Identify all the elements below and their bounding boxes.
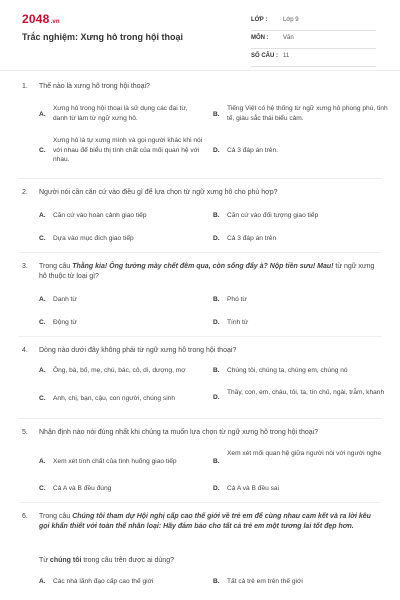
question-divider [18,252,382,253]
question-number: 4. [22,347,28,354]
question-divider [18,178,382,179]
option-text: Chúng tôi, chúng ta, chúng em, chúng nó [227,367,348,374]
option-text: Anh, chị, bạn, cậu, con người, chúng sinh [53,395,176,402]
question-text-pre: Trong câu [39,263,73,270]
option-letter: D. [213,147,220,154]
option-text: Căn cứ vào đối tượng giao tiếp [227,212,319,219]
question-text [22,512,382,532]
question-body [39,262,382,282]
question-text [22,262,382,282]
quiz-meta [251,13,376,67]
option-text: Xưng hô là tự xưng mình và gọi người khác khi nói với nhau để biểu thị tính chất của mối quan hệ với nhau. [53,137,203,163]
question-text-post: từ ngữ xưng hô thuộc từ loại gì? [39,263,375,280]
question-number: 2. [22,189,28,196]
option-letter: B. [213,578,220,585]
option-text: Động từ [53,319,77,326]
option-letter: A. [39,367,46,374]
meta-row-count [251,49,376,67]
option-text: Thầy, con, em, cháu, tôi, ta, tín chủ, ngài, trẫm, khanh [227,389,385,396]
option-letter: C. [39,147,46,154]
option-letter: D. [213,485,220,492]
option-letter: B. [213,212,220,219]
question-text [22,82,382,92]
option-letter: C. [39,319,46,326]
option-text: Danh từ [53,296,77,303]
option-text: Cả A và B đều sai [227,485,280,492]
question-body [39,512,382,532]
meta-value: Lớp 9 [283,17,299,23]
option-text: Ông, bà, bố, mẹ, chú, bác, cô, dì, dượng, mợ [53,367,186,374]
logo-suffix: .vn [50,19,60,25]
option-letter: A. [39,296,46,303]
option-text: Xưng hô trong hội thoại là sử dụng các đại từ, danh từ làm từ ngữ xưng hô. [53,105,188,122]
question-body: Dòng nào dưới đây không phải từ ngữ xưng hô trong hội thoại? [39,347,237,354]
question-subtext [39,556,174,566]
meta-label: SỐ CÂU : [251,53,278,59]
option-text: Tính từ [227,319,249,326]
option-text: Cả 3 đáp án trên [227,235,277,242]
option-letter: A. [39,578,46,585]
option-letter: C. [39,395,46,402]
question-text [22,428,382,438]
option-text: Phó từ [227,296,247,303]
question-text-pre: Trong câu [39,513,73,520]
option-letter: D. [213,235,220,242]
meta-row-subject [251,31,376,49]
option-letter: B. [213,111,220,118]
option-letter: B. [213,367,220,374]
option-text: Xem xét tính chất của tình huống giao tiếp [53,458,177,465]
header-divider [0,70,400,71]
question-divider [18,336,382,337]
option-text: Căn cứ vào hoàn cảnh giao tiếp [53,212,147,219]
question-text [22,346,382,356]
meta-value: Văn [283,35,294,41]
question-number: 1. [22,83,28,90]
page-header [0,0,400,70]
option-letter: A. [39,458,46,465]
option-letter: D. [213,394,220,401]
option-text: Cả 3 đáp án trên. [227,147,278,154]
logo-text: 2048 [22,12,50,26]
question-number: 5. [22,429,28,436]
meta-row-class [251,13,376,31]
question-text [22,188,382,198]
question-quote: Chúng tôi tham dự Hội nghị cấp cao thế giới về trẻ em để cùng nhau cam kết và ra lời kêu gọi khẩn thiết với toàn thể nhân loại: Hãy đảm bảo cho tất cả trẻ em một tương lai tốt đẹp hơn. [39,513,371,530]
subtext-bold: chúng tôi [49,557,82,564]
site-logo[interactable] [22,12,60,26]
option-text: Xem xét mối quan hệ giữa người nói với người nghe [227,450,382,457]
option-text: Cả A và B đều đúng [53,485,112,492]
option-letter: D. [213,319,220,326]
question-body: Nhận định nào nói đúng nhất khi chúng ta muốn lựa chọn từ ngữ xưng hô trong hội thoại? [39,429,319,436]
meta-label: MÔN : [251,35,269,41]
option-letter: B. [213,458,220,465]
question-number: 6. [22,513,28,520]
subtext-post: trong câu trên được ai dùng? [81,557,174,564]
option-text: Tiếng Việt có hệ thống từ ngữ xưng hô phong phú, tinh tế, giàu sắc thái biểu cảm. [227,105,388,122]
question-body: Người nói cần căn cứ vào điều gì để lựa chọn từ ngữ xưng hô cho phù hợp? [39,189,278,196]
question-quote: Thằng kia! Ông tưởng mày chết đêm qua, còn sống đấy à? Nộp tiền sưu! Mau! [72,263,334,270]
meta-label: LỚP : [251,17,268,23]
option-letter: C. [39,485,46,492]
page-title: Trắc nghiệm: Xưng hô trong hội thoại [22,32,184,42]
option-text: Tất cả trẻ em trên thế giới [227,578,303,585]
question-divider [18,502,382,503]
meta-value: 11 [283,53,290,59]
question-divider [18,418,382,419]
option-letter: A. [39,111,46,118]
option-letter: B. [213,296,220,303]
question-body: Thế nào là xưng hô trong hội thoại? [39,83,150,90]
question-number: 3. [22,263,28,270]
option-text: Các nhà lãnh đạo cấp cao thế giới [53,578,154,585]
option-letter: C. [39,235,46,242]
subtext-pre: Từ [39,557,50,564]
option-letter: A. [39,212,46,219]
option-text: Dựa vào mục đích giao tiếp [53,235,134,242]
